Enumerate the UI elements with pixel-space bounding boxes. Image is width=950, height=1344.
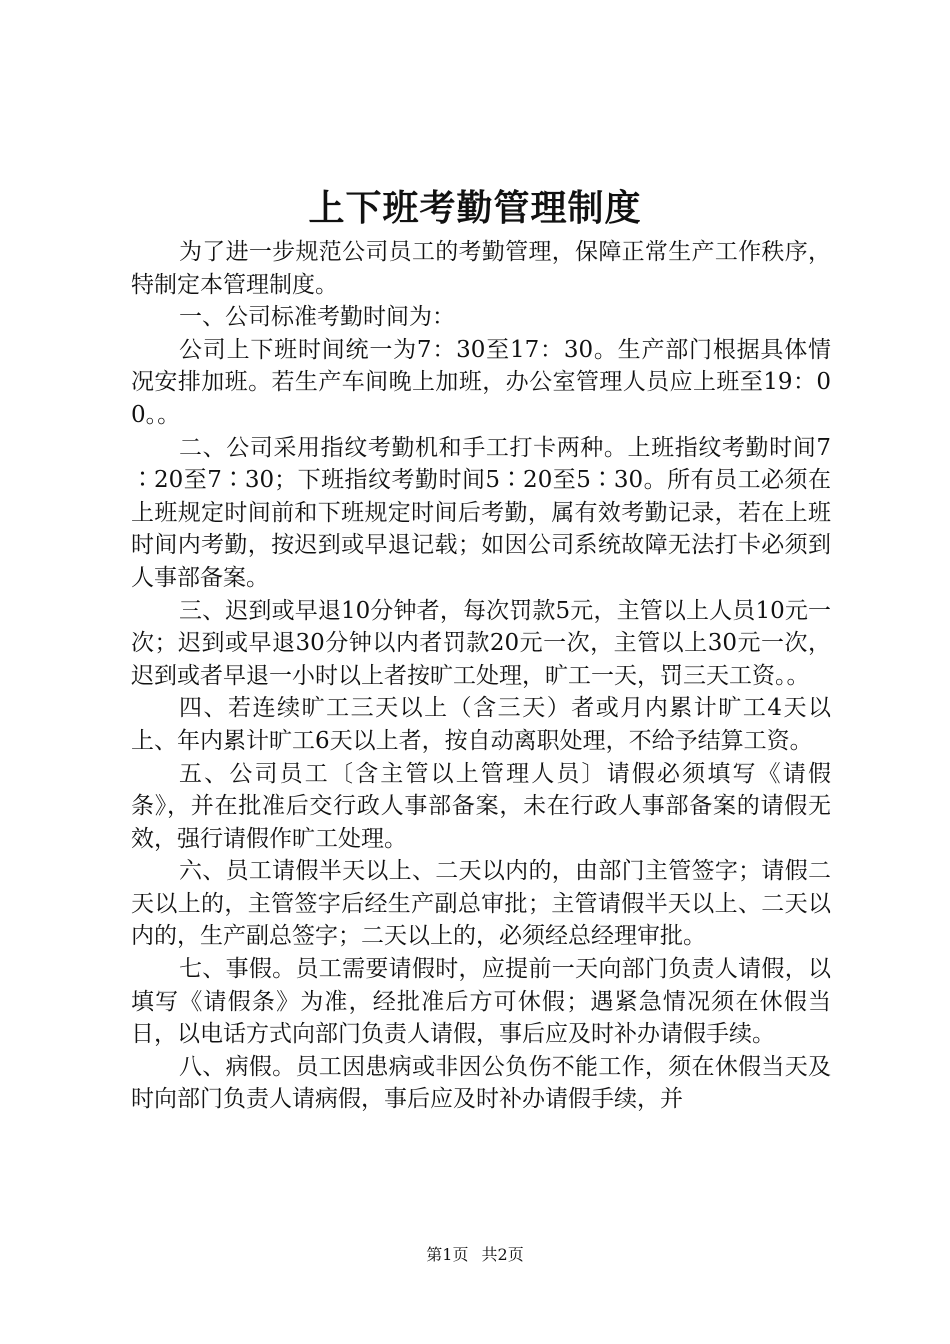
paragraph-section-5: 五、公司员工〔含主管以上管理人员〕请假必须填写《请假条》，并在批准后交行政人事部备案，未在行政人事部备案的请假无效，强行请假作旷工处理。 bbox=[131, 760, 831, 852]
paragraph-section-4: 四、若连续旷工三天以上（含三天）者或月内累计旷工4天以上、年内累计旷工6天以上者，按自动离职处理，不给予结算工资。 bbox=[131, 695, 831, 754]
paragraph-intro: 为了进一步规范公司员工的考勤管理，保障正常生产工作秩序，特制定本管理制度。 bbox=[131, 239, 831, 298]
page-footer bbox=[0, 1244, 950, 1266]
paragraph-section-7: 七、事假。员工需要请假时，应提前一天向部门负责人请假，以填写《请假条》为准，经批准后方可休假；遇紧急情况须在休假当日，以电话方式向部门负责人请假，事后应及时补办请假手续。 bbox=[131, 956, 831, 1048]
paragraph-work-hours: 公司上下班时间统一为7：30至17：30。生产部门根据具体情况安排加班。若生产车间晚上加班，办公室管理人员应上班至19：00。。 bbox=[131, 336, 831, 428]
paragraph-section-2: 二、公司采用指纹考勤机和手工打卡两种。上班指纹考勤时间7∶20至7∶30；下班指纹考勤时间5∶20至5∶30。所有员工必须在上班规定时间前和下班规定时间后考勤，属有效考勤记录，若在上班时间内考勤，按迟到或早退记载；如因公司系统故障无法打卡必须到人事部备案。 bbox=[131, 434, 831, 591]
paragraph-section-6: 六、员工请假半天以上、二天以内的，由部门主管签字；请假二天以上的，主管签字后经生产副总审批；主管请假半天以上、二天以内的，生产副总签字；二天以上的，必须经总经理审批。 bbox=[131, 858, 831, 950]
paragraph-section-8: 八、病假。员工因患病或非因公负伤不能工作，须在休假当天及时向部门负责人请病假，事后应及时补办请假手续，并 bbox=[131, 1053, 831, 1113]
page-number-current: 第1页 bbox=[426, 1245, 469, 1264]
paragraph-section-1-heading: 一、公司标准考勤时间为： bbox=[179, 304, 455, 331]
page-number-total: 共2页 bbox=[481, 1245, 524, 1264]
document-body bbox=[131, 236, 831, 1116]
paragraph-section-3: 三、迟到或早退10分钟者，每次罚款5元，主管以上人员10元一次；迟到或早退30分钟以内者罚款20元一次，主管以上30元一次，迟到或者早退一小时以上者按旷工处理，旷工一天，罚三天工资。。 bbox=[131, 597, 831, 689]
document-title: 上下班考勤管理制度 bbox=[308, 187, 642, 229]
